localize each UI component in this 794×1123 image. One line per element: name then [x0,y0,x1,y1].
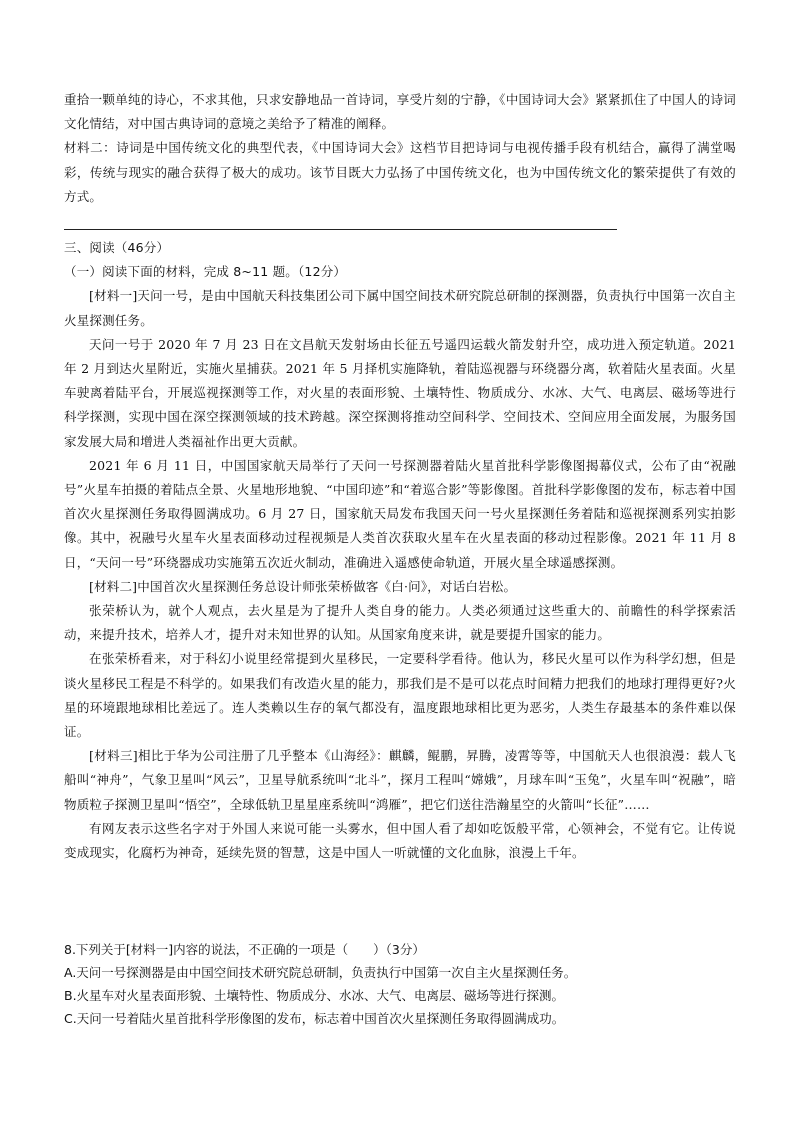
option-a[interactable]: A.天问一号探测器是由中国空间技术研究院总研制，负责执行中国第一次自主火星探测任务。 [64,965,577,980]
question-stem: 8.下列关于[材料一]内容的说法，不正确的一项是（ ）（3分） [64,942,425,957]
section-divider [64,229,617,230]
material-paragraph-4: [材料二]中国首次火星探测任务总设计师张荣桥做客《白·问》，对话白岩松。 [89,578,517,594]
material-paragraph-7: [材料三]相比于华为公司注册了几乎整本《山海经》：麒麟，鲲鹏，昇腾，凌霄等等，中国航天人也很浪漫：载人飞船叫“神舟”，气象卫星叫“风云”，卫星导航系统叫“北斗”，探月工程叫“嫦娥”，月球车叫“玉兔”，火星车叫“祝融”，暗物质粒子探测卫星叫“悟空”，全球低轨卫星星座系统叫“鸿雁”，把它们送往浩瀚星空的火箭叫“长征”…… [64,748,736,812]
option-c[interactable]: C.天问一号着陆火星首批科学形像图的发布，标志着中国首次火星探测任务取得圆满成功。 [64,1011,565,1026]
material-two-poetry: 材料二：诗词是中国传统文化的典型代表，《中国诗词大会》这档节目把诗词与电视传播手段有机结合，赢得了满堂喝彩，传统与现实的融合获得了极大的成功。该节目既大力弘扬了中国传统文化，也为中国传统文化的繁荣提供了有效的方式。 [64,140,736,204]
material-one-ending [64,88,736,209]
option-b[interactable]: B.火星车对火星表面形貌、土壤特性、物质成分、水冰、大气、电离层、磁场等进行探测。 [64,988,565,1003]
material-paragraph-3: 2021 年 6 月 11 日，中国国家航天局举行了天问一号探测器着陆火星首批科学影像图揭幕仪式，公布了由“祝融号”火星车拍摄的着陆点全景、火星地形地貌、“中国印迹”和“着巡合影”等影像图。首批科学影像图的发布，标志着中国首次火星探测任务取得圆满成功。6 月 27 日，国家航天局发布我国天问一号火星探测任务着陆和巡视探测系列实拍影像。其中，祝融号火星车火星表面移动过程视频是人类首次获取火星车在火星表面的移动过程影像。2021 年 11 月 8 日，“天问一号”环绕器成功实施第五次近火制动，准确进入遥感使命轨道，开展火星全球遥感探测。 [64,457,736,570]
material-paragraph-6: 在张荣桥看来，对于科幻小说里经常提到火星移民，一定要科学看待。他认为，移民火星可以作为科学幻想，但是谈火星移民工程是不科学的。如果我们有改造火星的能力，那我们是不是可以花点时间精力把我们的地球打理得更好?火星的环境跟地球相比差远了。连人类赖以生存的氧气都没有，温度跟地球相比更为恶劣，人类生存最基本的条件难以保证。 [64,651,736,740]
material-paragraph-8: 有网友表示这些名字对于外国人来说可能一头雾水，但中国人看了却如吃饭般平常，心领神会，不觉有它。让传说变成现实，化腐朽为神奇，延续先贤的智慧，这是中国人一听就懂的文化血脉，浪漫上千年。 [64,820,736,861]
poetry-paragraph: 重拾一颗单纯的诗心，不求其他，只求安静地品一首诗词，享受片刻的宁静，《中国诗词大会》紧紧抓住了中国人的诗词文化情结，对中国古典诗词的意境之美给予了精准的阐释。 [64,92,736,132]
material-paragraph-5: 张荣桥认为，就个人观点，去火星是为了提升人类自身的能力。人类必须通过这些重大的、前瞻性的科学探索活动，来提升技术，培养人才，提升对未知世界的认知。从国家角度来讲，就是要提升国家的能力。 [64,603,736,643]
section-subtitle: （一）阅读下面的材料，完成 8~11 题。（12分） [64,264,347,280]
material-paragraph-1: [材料一]天问一号，是由中国航天科技集团公司下属中国空间技术研究院总研制的探测器，负责执行中国第一次自主火星探测任务。 [64,288,736,328]
reading-section [64,236,736,865]
question-8 [64,938,736,1030]
material-paragraph-2: 天问一号于 2020 年 7 月 23 日在文昌航天发射场由长征五号遥四运载火箭发射升空，成功进入预定轨道。2021 年 2 月到达火星附近，实施火星捕获。2021 年 5 月择机实施降轨，着陆巡视器与环绕器分离，软着陆火星表面。火星车驶离着陆平台，开展巡视探测等工作，对火星的表面形貌、土壤特性、物质成分、水冰、大气、电离层、磁场等进行科学探测，实现中国在深空探测领域的技术跨越。深空探测将推动空间科学、空间技术、空间应用全面发展，为服务国家发展大局和增进人类福祉作出更大贡献。 [64,336,736,449]
section-title: 三、阅读（46分） [64,240,170,255]
